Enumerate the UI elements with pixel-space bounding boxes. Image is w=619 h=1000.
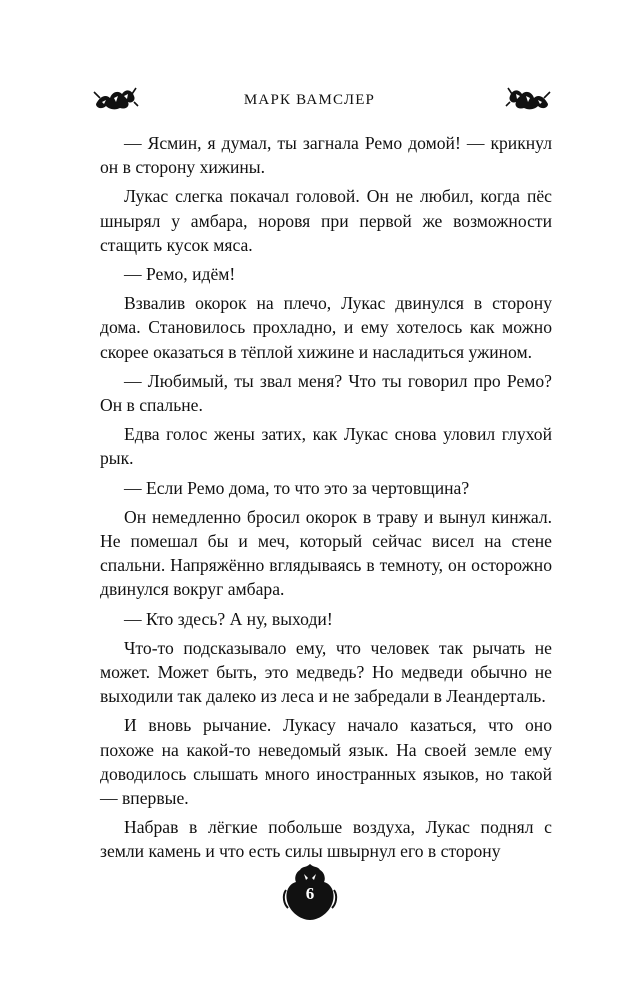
paragraph: — Если Ремо дома, то что это за чертовщина? [124,477,470,498]
page-number: 6 [305,884,315,903]
page-number-emblem [280,860,340,924]
paragraph: Набрав в лёгкие побольше воздуха, Лукас поднял с земли камень и что есть силы швырнул его в сторону [100,817,552,862]
paragraph: — Ремо, идём! [124,264,236,285]
paragraph: — Любимый, ты звал меня? Что ты говорил про Ремо? Он в спальне. [100,370,552,416]
paragraph: — Кто здесь? А ну, выходи! [124,608,333,629]
paragraph: Он немедленно бросил окорок в траву и вынул кинжал. Не помешал бы и меч, который сейчас висел на стене спальни. Напряжённо вглядываясь в темноту, он осторожно двинулся вокруг амбара. [100,506,552,600]
body-text [100,131,552,864]
running-header-title: МАРК ВАМСЛЕР [243,92,376,108]
paragraph: Едва голос жены затих, как Лукас снова уловил глухой рык. [100,424,552,469]
dragon-ornament-icon [504,84,552,112]
paragraph: И вновь рычание. Лукасу начало казаться, что оно похоже на какой-то неведомый язык. На своей земле ему доводилось слышать много иностранных языков, но такой — впервые. [100,715,552,809]
paragraph: Взвалив окорок на плечо, Лукас двинулся в сторону дома. Становилось прохладно, и ему хотелось как можно скорее оказаться в тёплой хижине и насладиться ужином. [100,293,552,362]
paragraph: Что-то подсказывало ему, что человек так рычать не может. Может быть, это медведь? Но медведи обычно не выходили так далеко из леса и не забредали в Леандерталь. [100,637,552,707]
paragraph: — Ясмин, я думал, ты загнала Ремо домой! — крикнул он в сторону хижины. [100,133,552,178]
paragraph: Лукас слегка покачал головой. Он не любил, когда пёс шнырял у амбара, норовя при первой же возможности стащить кусок мяса. [100,186,552,255]
running-header [0,78,619,118]
